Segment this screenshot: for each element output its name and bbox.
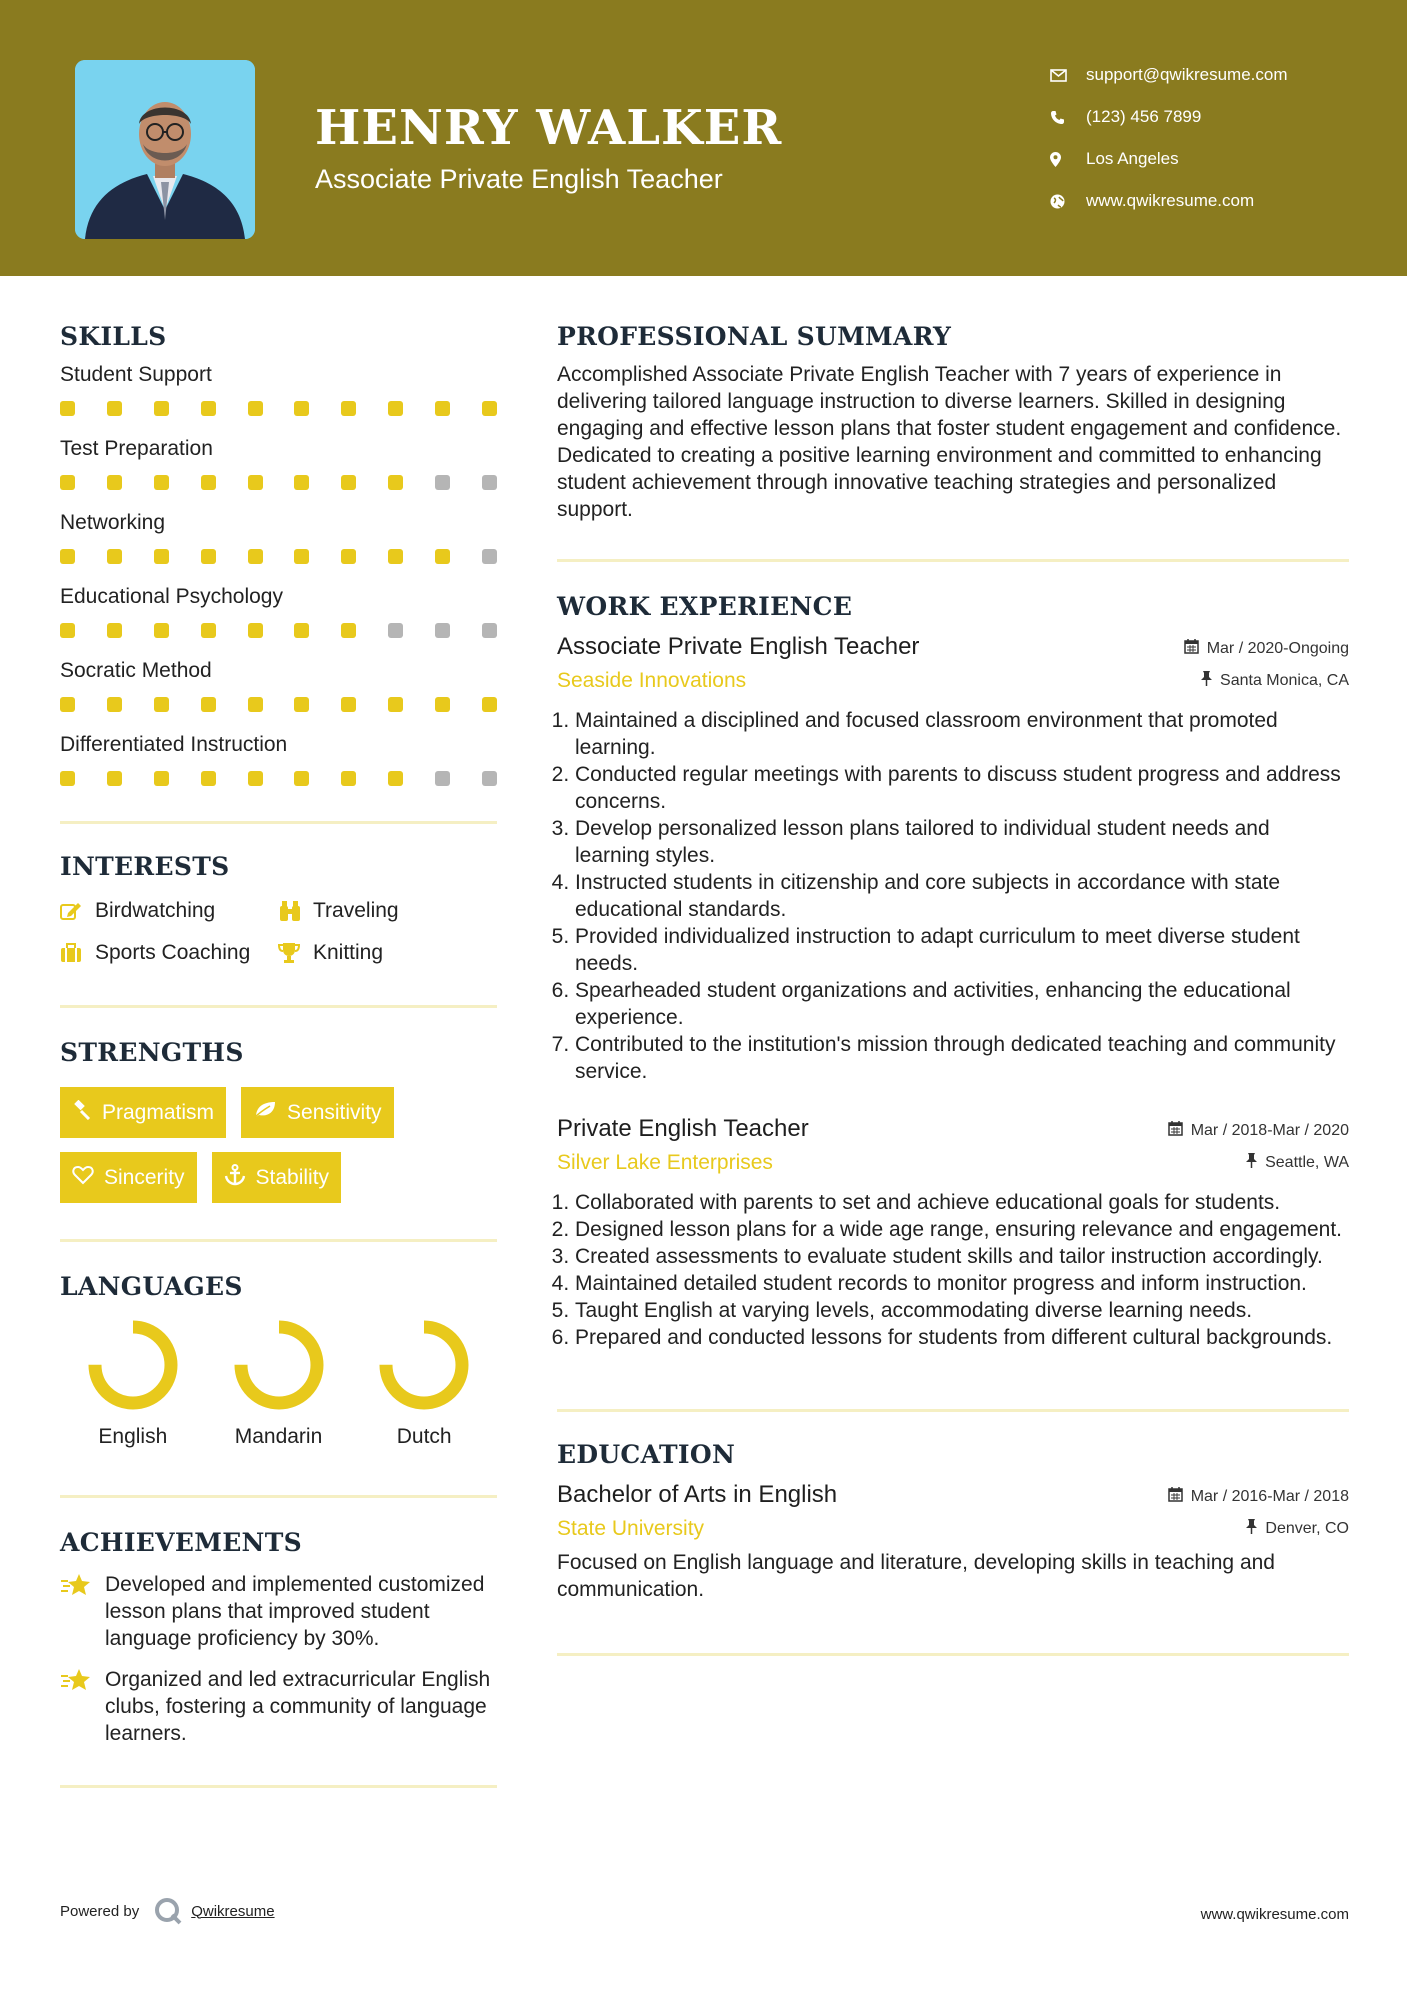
strength-badge	[241, 1087, 394, 1138]
rating-dot-filled	[201, 697, 216, 712]
rating-dot-filled	[60, 697, 75, 712]
job-date-text: Mar / 2018-Mar / 2020	[1190, 1122, 1349, 1139]
strengths-section	[60, 1038, 497, 1203]
rating-dot-filled	[201, 475, 216, 490]
strength-label: Pragmatism	[102, 1100, 215, 1124]
profile-photo	[75, 60, 255, 239]
interest-item	[278, 899, 478, 923]
degree-name: Bachelor of Arts in English	[557, 1481, 838, 1508]
rating-dot-filled	[388, 697, 403, 712]
rating-dot-filled	[107, 549, 122, 564]
rating-dot-filled	[482, 401, 497, 416]
rating-dot-filled	[435, 549, 450, 564]
rating-dot-filled	[60, 475, 75, 490]
candidate-name: HENRY WALKER	[315, 100, 783, 156]
interest-item	[60, 899, 278, 923]
rating-dot-filled	[60, 401, 75, 416]
rating-dot-filled	[60, 549, 75, 564]
section-divider	[557, 1409, 1349, 1412]
rating-dot-filled	[341, 697, 356, 712]
star-icon	[60, 1666, 105, 1747]
rating-dot-filled	[341, 401, 356, 416]
rating-dot-filled	[435, 401, 450, 416]
language-item	[351, 1319, 497, 1449]
section-divider	[60, 1495, 497, 1498]
skills-section	[60, 322, 497, 805]
rating-dot-empty	[435, 623, 450, 638]
summary-heading: PROFESSIONAL SUMMARY	[557, 322, 952, 351]
company-name: Silver Lake Enterprises	[557, 1151, 773, 1174]
rating-dot-filled	[294, 475, 309, 490]
education-location-text: Denver, CO	[1265, 1520, 1349, 1537]
rating-dot-empty	[435, 771, 450, 786]
rating-dot-filled	[388, 401, 403, 416]
contact-location	[1050, 138, 1288, 180]
summary-text: Accomplished Associate Private English Teacher with 7 years of experience in delivering tailored language instruction to diverse learners. Skilled in designing engaging and effective lesson plans that foster student engagement and confidence. Dedicated to creating a positive learning environment and committed to enhancing student achievement through innovative teaching strategies and personalized support.	[557, 363, 1342, 521]
skills-heading: SKILLS	[60, 322, 167, 351]
skill-rating	[60, 684, 497, 731]
job-entry	[557, 633, 1349, 1085]
contact-website[interactable]	[1050, 180, 1288, 222]
rating-dot-filled	[388, 771, 403, 786]
strength-label: Stability	[255, 1165, 330, 1189]
rating-dot-filled	[248, 623, 263, 638]
pushpin-icon	[1246, 1153, 1257, 1173]
interest-label: Birdwatching	[95, 899, 216, 922]
section-divider	[60, 1785, 497, 1788]
powered-by-text: Powered by	[60, 1902, 140, 1920]
section-divider	[60, 1005, 497, 1008]
skill-item	[60, 731, 497, 805]
duty-item: 2. Designed lesson plans for a wide age range, ensuring relevance and engagement.	[575, 1216, 1349, 1243]
education-section	[557, 1440, 1349, 1603]
rating-dot-filled	[154, 401, 169, 416]
rating-dot-filled	[248, 771, 263, 786]
duty-item: 3. Develop personalized lesson plans tailored to individual student needs and learning styles.	[575, 815, 1349, 869]
language-label: Dutch	[396, 1425, 452, 1448]
rating-dot-filled	[154, 697, 169, 712]
languages-section	[60, 1272, 497, 1449]
strength-label: Sincerity	[104, 1165, 185, 1189]
contact-list	[1050, 54, 1288, 222]
rating-dot-filled	[482, 697, 497, 712]
achievement-text: Organized and led extracurricular English clubs, fostering a community of language learners.	[105, 1668, 491, 1745]
skill-name: Socratic Method	[60, 659, 212, 682]
skills-list	[60, 361, 497, 805]
section-divider	[60, 821, 497, 824]
rating-dot-filled	[201, 401, 216, 416]
achievement-item	[60, 1666, 497, 1747]
interest-item	[278, 941, 478, 965]
interests-section	[60, 852, 497, 965]
rating-dot-empty	[435, 475, 450, 490]
interest-label: Traveling	[313, 899, 399, 922]
rating-dot-filled	[341, 549, 356, 564]
footer-website[interactable]: www.qwikresume.com	[1200, 1906, 1349, 1923]
pushpin-icon	[1201, 671, 1212, 691]
job-location	[1246, 1153, 1349, 1173]
skill-rating	[60, 388, 497, 435]
qwikresume-logo-icon	[153, 1896, 183, 1926]
heart-icon	[72, 1165, 94, 1191]
contact-email-text: support@qwikresume.com	[1086, 65, 1288, 84]
rating-dot-filled	[60, 771, 75, 786]
rating-dot-filled	[341, 771, 356, 786]
duty-item: 2. Conducted regular meetings with parents to discuss student progress and address concerns.	[575, 761, 1349, 815]
map-pin-icon	[1050, 152, 1086, 167]
strengths-heading: STRENGTHS	[60, 1038, 244, 1067]
strength-badge	[60, 1087, 226, 1138]
rating-dot-filled	[388, 475, 403, 490]
interest-label: Knitting	[313, 941, 384, 964]
binoculars-icon	[278, 900, 313, 922]
calendar-icon	[1168, 1487, 1183, 1507]
language-item	[206, 1319, 352, 1449]
rating-dot-filled	[341, 623, 356, 638]
skill-rating	[60, 536, 497, 583]
duty-item: 1. Maintained a disciplined and focused classroom environment that promoted learning.	[575, 707, 1349, 761]
duties-list	[557, 1189, 1349, 1351]
rating-dot-filled	[154, 475, 169, 490]
calendar-icon	[1184, 639, 1199, 659]
qwikresume-link[interactable]: Qwikresume	[191, 1902, 275, 1920]
briefcase-icon	[60, 943, 95, 963]
language-label: Mandarin	[234, 1425, 323, 1448]
phone-icon	[1050, 110, 1086, 125]
education-description: Focused on English language and literature, developing skills in teaching and communication.	[557, 1551, 1275, 1601]
duty-item: 5. Taught English at varying levels, accommodating diverse learning needs.	[575, 1297, 1349, 1324]
achievement-item	[60, 1571, 497, 1652]
achievements-heading: ACHIEVEMENTS	[60, 1528, 302, 1557]
achievement-text: Developed and implemented customized lesson plans that improved student language proficiency by 30%.	[105, 1573, 485, 1650]
strength-badge	[212, 1152, 342, 1203]
rating-dot-filled	[201, 549, 216, 564]
rating-dot-filled	[248, 549, 263, 564]
rating-dot-filled	[435, 697, 450, 712]
pencil-square-icon	[60, 901, 95, 921]
rating-dot-empty	[482, 549, 497, 564]
rating-dot-filled	[294, 549, 309, 564]
rating-dot-filled	[107, 475, 122, 490]
duty-item: 4. Instructed students in citizenship and core subjects in accordance with state educational standards.	[575, 869, 1349, 923]
rating-dot-empty	[482, 475, 497, 490]
job-role: Private English Teacher	[557, 1115, 809, 1142]
rating-dot-filled	[248, 401, 263, 416]
duty-item: 7. Contributed to the institution's mission through dedicated teaching and community service.	[575, 1031, 1349, 1085]
rating-dot-filled	[154, 549, 169, 564]
skill-name: Student Support	[60, 363, 212, 386]
skill-name: Educational Psychology	[60, 585, 283, 608]
right-column	[557, 322, 1349, 1656]
interest-label: Sports Coaching	[95, 941, 251, 964]
rating-dot-empty	[482, 623, 497, 638]
language-label: English	[98, 1425, 168, 1448]
rating-dot-filled	[60, 623, 75, 638]
education-date	[1168, 1487, 1349, 1507]
job-location-text: Seattle, WA	[1265, 1154, 1349, 1171]
job-entry	[557, 1115, 1349, 1351]
rating-dot-filled	[294, 771, 309, 786]
summary-section	[557, 322, 1349, 523]
pushpin-icon	[1246, 1519, 1257, 1539]
achievements-section	[60, 1528, 497, 1747]
duty-item: 1. Collaborated with parents to set and achieve educational goals for students.	[575, 1189, 1349, 1216]
job-date-text: Mar / 2020-Ongoing	[1206, 640, 1349, 657]
rating-dot-filled	[107, 697, 122, 712]
globe-icon	[1050, 194, 1086, 209]
section-divider	[60, 1239, 497, 1242]
skill-name: Networking	[60, 511, 166, 534]
strength-label: Sensitivity	[287, 1100, 382, 1124]
left-column	[60, 322, 497, 1788]
resume-header	[0, 0, 1407, 276]
trophy-icon	[278, 942, 313, 964]
rating-dot-filled	[294, 623, 309, 638]
language-item	[60, 1319, 206, 1449]
education-date-text: Mar / 2016-Mar / 2018	[1190, 1488, 1349, 1505]
education-heading: EDUCATION	[557, 1440, 736, 1469]
language-ring	[233, 1319, 325, 1411]
candidate-title: Associate Private English Teacher	[315, 164, 723, 194]
interests-heading: INTERESTS	[60, 852, 230, 881]
skill-item	[60, 657, 497, 731]
calendar-icon	[1168, 1121, 1183, 1141]
rating-dot-filled	[201, 623, 216, 638]
duty-item: 6. Spearheaded student organizations and activities, enhancing the educational experience.	[575, 977, 1349, 1031]
contact-email[interactable]	[1050, 54, 1288, 96]
strength-badge	[60, 1152, 197, 1203]
star-icon	[60, 1571, 105, 1652]
rating-dot-filled	[201, 771, 216, 786]
rating-dot-empty	[388, 623, 403, 638]
envelope-icon	[1050, 69, 1086, 82]
experience-section	[557, 592, 1349, 1351]
contact-phone-text: (123) 456 7899	[1086, 107, 1202, 126]
duty-item: 6. Prepared and conducted lessons for students from different cultural backgrounds.	[575, 1324, 1349, 1351]
rating-dot-filled	[341, 475, 356, 490]
company-name: Seaside Innovations	[557, 669, 747, 692]
skill-rating	[60, 610, 497, 657]
rating-dot-filled	[154, 623, 169, 638]
skill-name: Differentiated Instruction	[60, 733, 288, 756]
job-location-text: Santa Monica, CA	[1220, 672, 1349, 689]
contact-website-text: www.qwikresume.com	[1086, 191, 1255, 210]
rating-dot-filled	[107, 771, 122, 786]
rating-dot-filled	[388, 549, 403, 564]
skill-rating	[60, 462, 497, 509]
languages-heading: LANGUAGES	[60, 1272, 243, 1301]
rating-dot-filled	[107, 623, 122, 638]
skill-rating	[60, 758, 497, 805]
rating-dot-empty	[482, 771, 497, 786]
rating-dot-filled	[294, 401, 309, 416]
school-name: State University	[557, 1517, 705, 1540]
anchor-icon	[224, 1164, 246, 1192]
rating-dot-filled	[248, 697, 263, 712]
skill-item	[60, 435, 497, 509]
skill-name: Test Preparation	[60, 437, 213, 460]
education-location	[1246, 1519, 1349, 1539]
job-date	[1168, 1121, 1349, 1141]
experience-heading: WORK EXPERIENCE	[557, 592, 853, 621]
duty-item: 3. Created assessments to evaluate student skills and tailor instruction accordingly.	[575, 1243, 1349, 1270]
section-divider	[557, 1653, 1349, 1656]
rating-dot-filled	[248, 475, 263, 490]
skill-item	[60, 509, 497, 583]
contact-phone[interactable]	[1050, 96, 1288, 138]
job-location	[1201, 671, 1349, 691]
skill-item	[60, 361, 497, 435]
rating-dot-filled	[107, 401, 122, 416]
rating-dot-filled	[294, 697, 309, 712]
interest-item	[60, 941, 278, 965]
language-ring	[378, 1319, 470, 1411]
contact-location-text: Los Angeles	[1086, 149, 1179, 168]
job-role: Associate Private English Teacher	[557, 633, 920, 660]
skill-item	[60, 583, 497, 657]
language-ring	[87, 1319, 179, 1411]
leaf-icon	[253, 1101, 277, 1125]
rating-dot-filled	[154, 771, 169, 786]
section-divider	[557, 559, 1349, 562]
duty-item: 5. Provided individualized instruction to adapt curriculum to meet diverse student needs.	[575, 923, 1349, 977]
duty-item: 4. Maintained detailed student records to monitor progress and inform instruction.	[575, 1270, 1349, 1297]
job-date	[1184, 639, 1349, 659]
footer-branding	[60, 1896, 275, 1926]
gavel-icon	[72, 1100, 92, 1126]
duties-list	[557, 707, 1349, 1085]
